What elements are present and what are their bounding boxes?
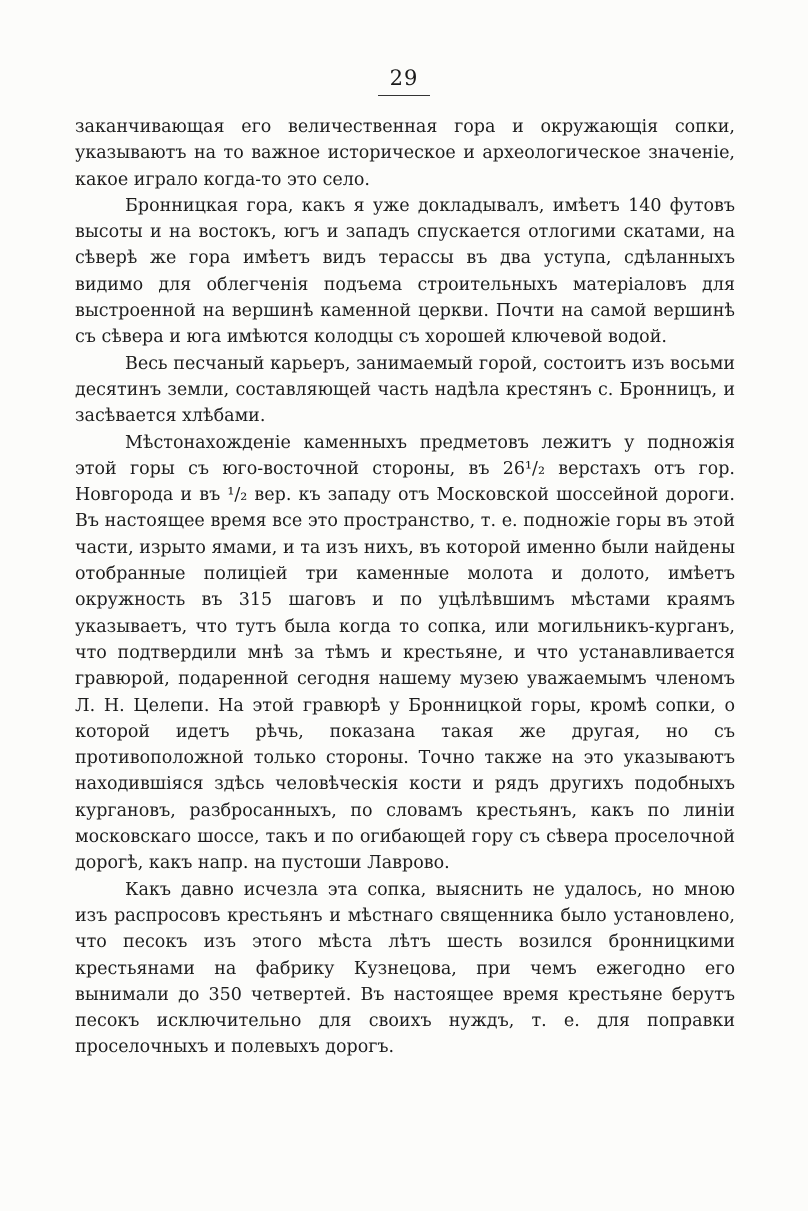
paragraph-5: Какъ давно исчезла эта сопка, выяснить не удалось, но мною изъ распросовъ крестьянъ и мѣстнаго священника было установлено, что песокъ изъ этого мѣста лѣтъ шесть возился бронницкими крестьянами на фабрику Кузнецова, при чемъ ежегодно его вынимали до 350 четвертей. Въ настоящее время крестьяне берутъ песокъ исключительно для своихъ нуждъ, т. е. для поправки проселочныхъ и полевыхъ дорогъ. [75, 879, 735, 1058]
paragraph-1: заканчивающая его величественная гора и окружающія сопки, указываютъ на то важное историческое и археологическое значеніе, какое играло когда-то это село. [75, 117, 735, 190]
page-number: 29 [389, 66, 419, 90]
paragraph-4: Мѣстонахожденіе каменныхъ предметовъ лежитъ у подножія этой горы съ юго-восточной стороны, въ 26¹/₂ верстахъ отъ гор. Новгорода и въ ¹/₂ вер. къ западу отъ Московской шоссейной дороги. Въ настоящее время все это пространство, т. е. подножіе горы въ этой части, изрыто ямами, и та изъ нихъ, въ которой именно были найдены отобранные полиціей три каменные молота и долото, имѣетъ окружность въ 315 шаговъ и по уцѣлѣвшимъ мѣстами краямъ указываетъ, что тутъ была когда то сопка, или могильникъ-курганъ, что подтвердили мнѣ за тѣмъ и крестьяне, и что устанавливается гравюрой, подаренной сегодня нашему музею уважаемымъ членомъ Л. Н. Целепи. На этой гравюрѣ у Бронницкой горы, кромѣ сопки, о которой идетъ рѣчь, показана такая же другая, но съ противоположной только стороны. Точно также на это указываютъ находившіяся здѣсь человѣческія кости и рядъ другихъ подобныхъ кургановъ, разбросанныхъ, по словамъ крестьянъ, какъ по линіи московскаго шоссе, такъ и по огибающей гору съ сѣвера проселочной дорогѣ, какъ напр. на пустоши Лаврово. [75, 432, 735, 874]
paragraph-2: Бронницкая гора, какъ я уже докладывалъ, имѣетъ 140 футовъ высоты и на востокъ, югъ и западъ спускается отлогими скатами, на сѣверѣ же гора имѣетъ видъ терассы въ два уступа, сдѣланныхъ видимо для облегченія подъема строительныхъ матеріаловъ для выстроенной на вершинѣ каменной церкви. Почти на самой вершинѣ съ сѣвера и юга имѣются колодцы съ хорошей ключевой водой. [75, 195, 735, 348]
page-number-rule [378, 95, 430, 96]
body-text [75, 114, 735, 1061]
paragraph-3: Весь песчаный карьеръ, занимаемый горой, состоитъ изъ восьми десятинъ земли, составляющей часть надѣла крестянъ с. Бронницъ, и засѣвается хлѣбами. [75, 353, 735, 427]
